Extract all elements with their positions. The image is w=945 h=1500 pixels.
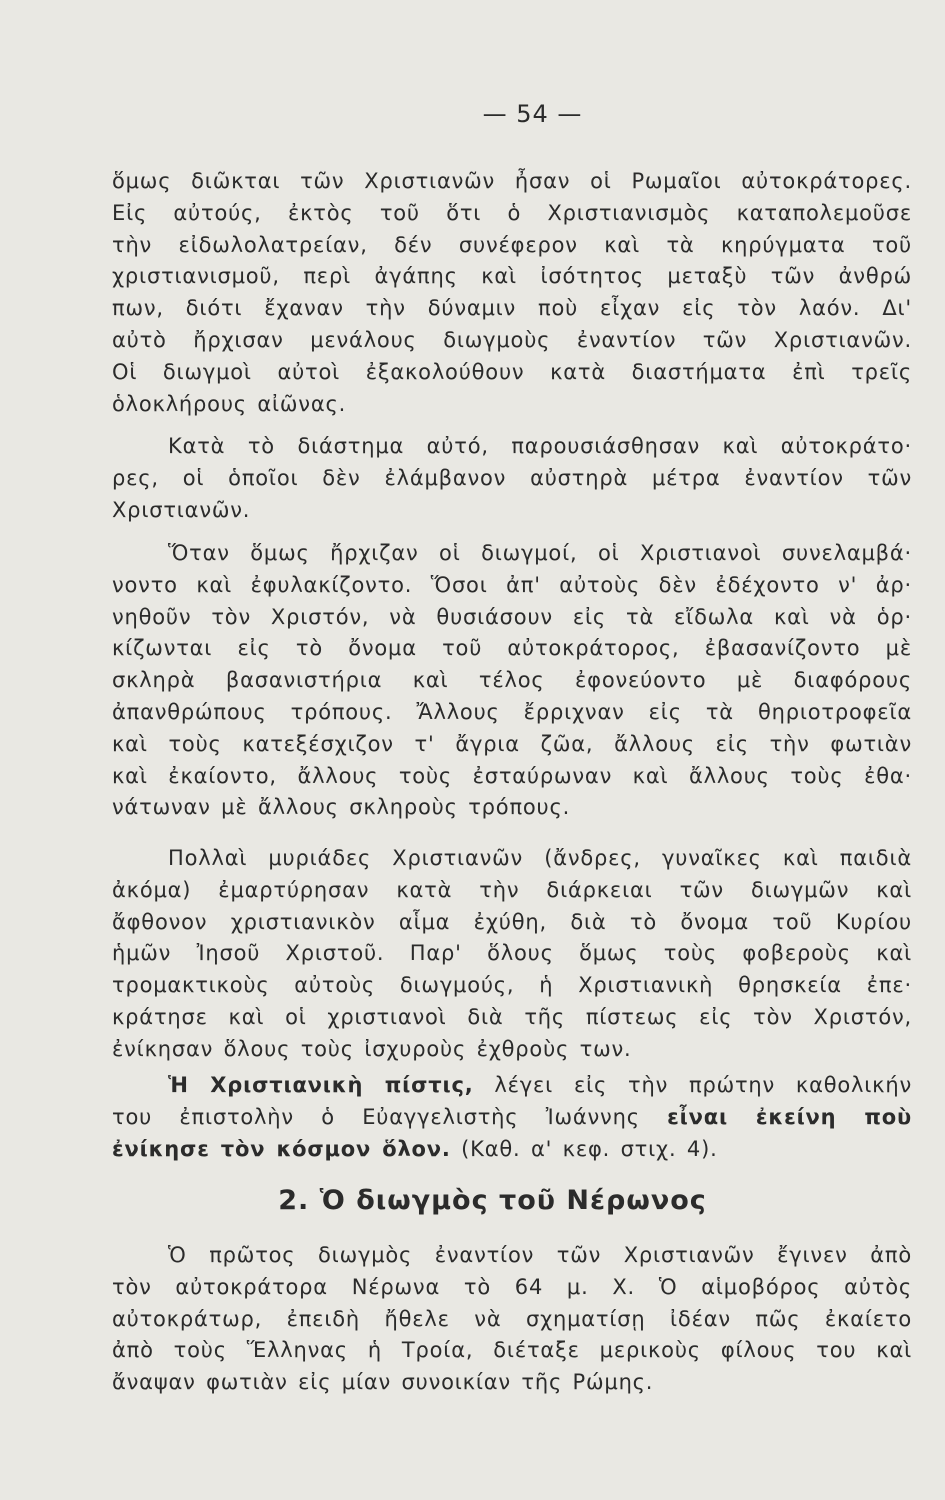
text-line: χριστιανισμοῦ, περὶ ἀγάπης καὶ ἰσότητος μεταξὺ τῶν ἀνθρώ bbox=[112, 264, 912, 289]
text-line: καὶ ἐκαίοντο, ἄλλους τοὺς ἐσταύρωναν καὶ ἄλλους τοὺς ἐθα· bbox=[112, 763, 912, 788]
text-line bbox=[112, 1134, 912, 1166]
paragraph-4 bbox=[112, 843, 912, 1066]
paragraph-2 bbox=[112, 431, 912, 526]
text-line bbox=[112, 1102, 912, 1134]
text-span: του ἐπιστολὴν ὁ Εὐαγγελιστὴς Ἰωάννης bbox=[112, 1104, 668, 1129]
page-number: — 54 — bbox=[482, 100, 583, 128]
text-line: κράτησε καὶ οἱ χριστιανοὶ διὰ τῆς πίστεως εἰς τὸν Χριστόν, bbox=[112, 1004, 912, 1029]
paragraph-1 bbox=[112, 166, 912, 420]
section-heading: 2. Ὁ διωγμὸς τοῦ Νέρωνος bbox=[278, 1185, 707, 1216]
bold-phrase: ἐνίκησε τὸν κόσμον ὅλον. bbox=[112, 1136, 451, 1161]
text-span: λέγει εἰς τὴν πρώτην καθολικήν bbox=[473, 1073, 912, 1097]
bold-phrase: εἶναι ἐκείνη ποὺ bbox=[667, 1104, 912, 1129]
text-span: (Καθ. α' κεφ. στιχ. 4). bbox=[450, 1136, 718, 1161]
text-line: τρομακτικοὺς αὐτοὺς διωγμούς, ἡ Χριστιανικὴ θρησκεία ἐπε· bbox=[112, 973, 912, 998]
text-line: ὁλοκλήρους αἰῶνας. bbox=[112, 391, 347, 416]
text-line: νοντο καὶ ἐφυλακίζοντο. Ὅσοι ἀπ' αὐτοὺς δὲν ἐδέχοντο ν' ἀρ· bbox=[112, 572, 912, 597]
text-line: ἄφθονον χριστιανικὸν αἷμα ἐχύθη, διὰ τὸ ὄνομα τοῦ Κυρίου bbox=[112, 909, 912, 934]
text-line: Ὁ πρῶτος διωγμὸς ἐναντίον τῶν Χριστιανῶν ἔγινεν ἀπὸ bbox=[168, 1243, 912, 1267]
text-line: καὶ τοὺς κατεξέσχιζον τ' ἄγρια ζῶα, ἄλλους εἰς τὴν φωτιὰν bbox=[112, 731, 912, 756]
paragraph-3 bbox=[112, 538, 912, 824]
text-line: ἐνίκησαν ὅλους τοὺς ἰσχυροὺς ἐχθροὺς των. bbox=[112, 1036, 632, 1061]
text-line: ὅμως διῶκται τῶν Χριστιανῶν ἦσαν οἱ Ρωμαῖοι αὐτοκράτορες. bbox=[112, 169, 912, 193]
text-line: νάτωναν μὲ ἄλλους σκληροὺς τρόπους. bbox=[112, 795, 571, 820]
paragraph-5-quote bbox=[112, 1070, 912, 1165]
text-line: κίζωνται εἰς τὸ ὄνομα τοῦ αὐτοκράτορος, ἐβασανίζοντο μὲ bbox=[112, 636, 912, 661]
bold-phrase: Ἡ Χριστιανικὴ πίστις, bbox=[168, 1073, 474, 1097]
text-line bbox=[112, 1070, 912, 1102]
text-line: Χριστιανῶν. bbox=[112, 497, 251, 522]
text-line: τὸν αὐτοκράτορα Νέρωνα τὸ 64 μ. Χ. Ὁ αἱμοβόρος αὐτὸς bbox=[112, 1274, 912, 1299]
text-line: Κατὰ τὸ διάστημα αὐτό, παρουσιάσθησαν καὶ αὐτοκράτο· bbox=[168, 434, 912, 458]
text-line: Εἰς αὐτούς, ἐκτὸς τοῦ ὅτι ὁ Χριστιανισμὸς καταπολεμοῦσε bbox=[112, 200, 912, 225]
text-line: ἀπανθρώπους τρόπους. Ἄλλους ἔρριχναν εἰς τὰ θηριοτροφεῖα bbox=[112, 699, 912, 724]
text-line: πων, διότι ἔχαναν τὴν δύναμιν ποὺ εἶχαν εἰς τὸν λαόν. Δι' bbox=[112, 296, 912, 321]
text-line: αὐτοκράτωρ, ἐπειδὴ ἤθελε νὰ σχηματίσῃ ἰδέαν πῶς ἐκαίετο bbox=[112, 1306, 912, 1331]
paragraph-6 bbox=[112, 1240, 912, 1399]
text-line: Οἱ διωγμοὶ αὐτοὶ ἐξακολούθουν κατὰ διαστήματα ἐπὶ τρεῖς bbox=[112, 359, 912, 384]
text-line: Πολλαὶ μυριάδες Χριστιανῶν (ἄνδρες, γυναῖκες καὶ παιδιὰ bbox=[168, 846, 912, 870]
text-line: ἄναψαν φωτιὰν εἰς μίαν συνοικίαν τῆς Ρώμης. bbox=[112, 1370, 654, 1395]
text-line: Ὅταν ὅμως ἤρχιζαν οἱ διωγμοί, οἱ Χριστιανοὶ συνελαμβά· bbox=[168, 541, 912, 565]
text-line: αὐτὸ ἤρχισαν μενάλους διωγμοὺς ἐναντίον τῶν Χριστιανῶν. bbox=[112, 327, 912, 352]
text-line: ἡμῶν Ἰησοῦ Χριστοῦ. Παρ' ὅλους ὅμως τοὺς φοβεροὺς καὶ bbox=[112, 941, 912, 966]
text-line: ἀπὸ τοὺς Ἕλληνας ἡ Τροία, διέταξε μερικοὺς φίλους του καὶ bbox=[112, 1338, 912, 1363]
text-line: τὴν εἰδωλολατρείαν, δέν συνέφερον καὶ τὰ κηρύγματα τοῦ bbox=[112, 232, 912, 257]
text-line: σκληρὰ βασανιστήρια καὶ τέλος ἐφονεύοντο μὲ διαφόρους bbox=[112, 668, 912, 693]
text-line: ἀκόμα) ἐμαρτύρησαν κατὰ τὴν διάρκειαι τῶν διωγμῶν καὶ bbox=[112, 877, 912, 902]
text-line: ρες, οἱ ὁποῖοι δὲν ἐλάμβανον αὐστηρὰ μέτρα ἐναντίον τῶν bbox=[112, 465, 912, 490]
text-line: νηθοῦν τὸν Χριστόν, νὰ θυσιάσουν εἰς τὰ εἴδωλα καὶ νὰ ὁρ· bbox=[112, 604, 912, 629]
